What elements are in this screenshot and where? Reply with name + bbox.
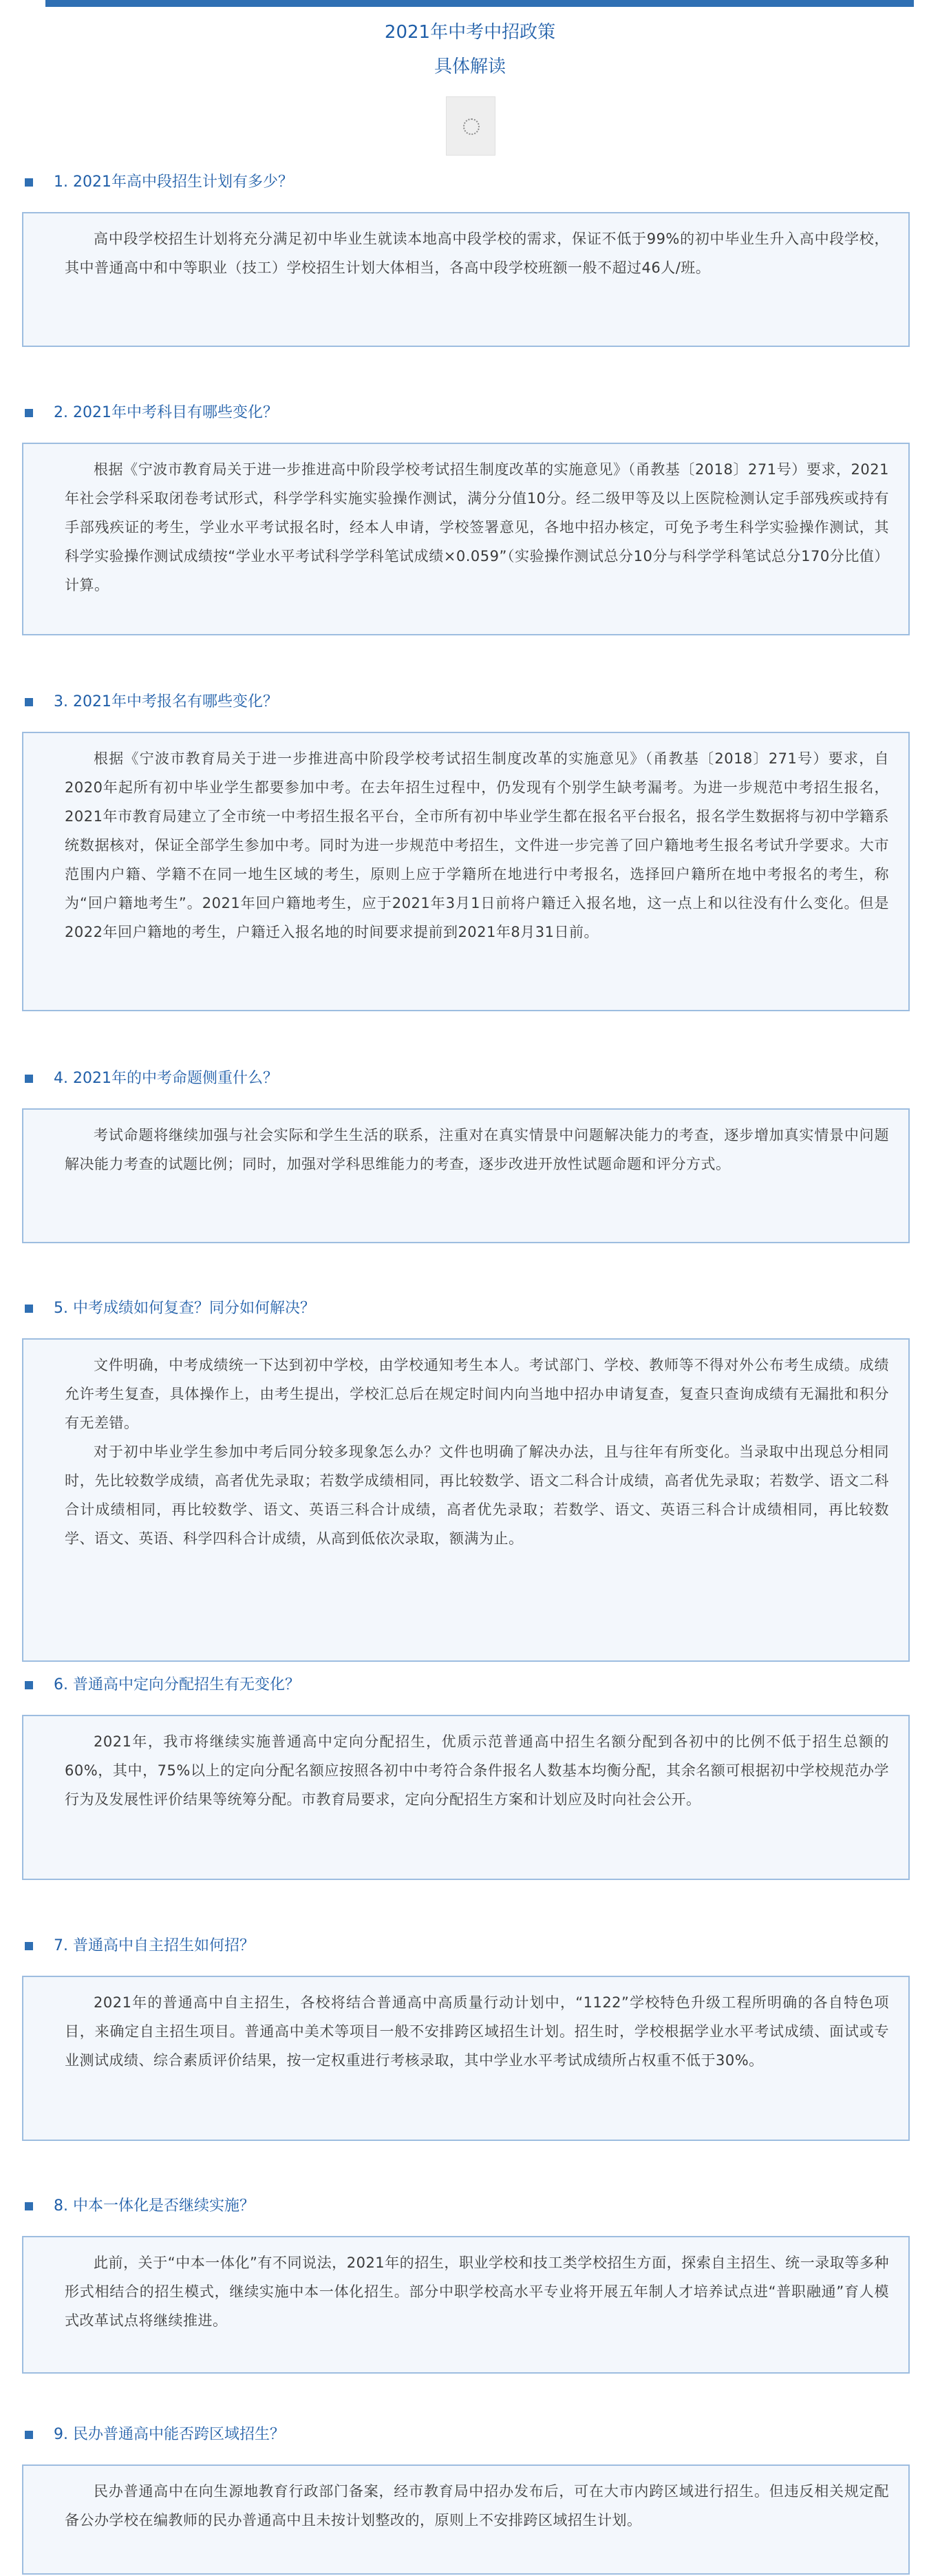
section-heading	[25, 1297, 315, 1320]
bullet-square-icon	[25, 2431, 33, 2439]
section-content-box	[22, 2236, 910, 2374]
paragraph: 2021年，我市将继续实施普通高中定向分配招生，优质示范普通高中招生名额分配到各初中的比例不低于招生总额的60%，其中，75%以上的定向分配名额应按照各初中中考符合条件报名人数基本均衡分配，其余名额可根据初中学校规范办学行为及发展性评价结果等统筹分配。市教育局要求，定向分配招生方案和计划应及时向社会公开。	[65, 1733, 889, 1808]
paragraph: 根据《宁波市教育局关于进一步推进高中阶段学校考试招生制度改革的实施意见》（甬教基〔2018〕271号）要求，自2020年起所有初中毕业学生都要参加中考。在去年招生过程中，仍发现有个别学生缺考漏考。为进一步规范中考招生报名，2021年市教育局建立了全市统一中考招生报名平台，全市所有初中毕业学生都在报名平台报名，报名学生数据将与初中学籍系统数据核对，保证全部学生参加中考。同时为进一步规范中考招生，文件进一步完善了回户籍地考生报名考试升学要求。大市范围内户籍、学籍不在同一地生区域的考生，原则上应于学籍所在地进行中考报名，选择回户籍所在地中考报名的考生，称为“回户籍地考生”。2021年回户籍地考生，应于2021年3月1日前将户籍迁入报名地，这一点上和以往没有什么变化。但是2022年回户籍地的考生，户籍迁入报名地的时间要求提前到2021年8月31日前。	[65, 750, 889, 940]
page-subtitle: 具体解读	[434, 56, 506, 77]
bullet-square-icon	[25, 2202, 33, 2210]
section-title: 1. 2021年高中段招生计划有多少？	[54, 173, 293, 191]
top-accent-bar	[45, 0, 914, 7]
section-content-box	[22, 1976, 910, 2141]
section-title: 7. 普通高中自主招生如何招？	[54, 1937, 255, 1954]
section-title: 5. 中考成绩如何复查？同分如何解决？	[54, 1300, 315, 1317]
section-heading	[25, 1674, 300, 1697]
paragraph: 2021年的普通高中自主招生，各校将结合普通高中高质量行动计划中，“1122”学校特色升级工程所明确的各自特色项目，来确定自主招生项目。普通高中美术等项目一般不安排跨区域招生计划。招生时，学校根据学业水平考试成绩、面试或专业测试成绩、综合素质评价结果，按一定权重进行考核录取，其中学业水平考试成绩所占权重不低于30%。	[65, 1994, 889, 2069]
section-title: 2. 2021年中考科目有哪些变化？	[54, 404, 278, 421]
section-heading	[25, 171, 293, 194]
section-heading	[25, 2423, 285, 2447]
bullet-square-icon	[25, 698, 33, 706]
paragraph: 此前，关于“中本一体化”有不同说法，2021年的招生，职业学校和技工类学校招生方面，探索自主招生、统一录取等多种形式相结合的招生模式，继续实施中本一体化招生。部分中职学校高水平专业将开展五年制人才培养试点进“普职融通”育人模式改革试点将继续推进。	[65, 2255, 889, 2329]
paragraph: 高中段学校招生计划将充分满足初中毕业生就读本地高中段学校的需求，保证不低于99%的初中毕业生升入高中段学校，其中普通高中和中等职业（技工）学校招生计划大体相当，各高中段学校班额一般不超过46人/班。	[65, 231, 889, 276]
paragraph: 民办普通高中在向生源地教育行政部门备案，经市教育局中招办发布后，可在大市内跨区域进行招生。但违反相关规定配备公办学校在编教师的民办普通高中且未按计划整改的，原则上不安排跨区域招生计划。	[65, 2483, 889, 2529]
section-content-box	[22, 443, 910, 635]
section-content-box	[22, 732, 910, 1011]
section-content-box	[22, 1108, 910, 1243]
bullet-square-icon	[25, 1942, 33, 1950]
bullet-square-icon	[25, 1305, 33, 1313]
bullet-square-icon	[25, 1681, 33, 1689]
bullet-square-icon	[25, 1075, 33, 1083]
section-content-box	[22, 2464, 910, 2575]
paragraph: 文件明确，中考成绩统一下达到初中学校，由学校通知考生本人。考试部门、学校、教师等不得对外公布考生成绩。成绩允许考生复查，具体操作上，由考生提出，学校汇总后在规定时间内向当地中招办申请复查，复查只查询成绩有无漏批和积分有无差错。	[65, 1357, 889, 1431]
section-content-box	[22, 212, 910, 347]
loading-spinner-icon	[463, 118, 480, 135]
paragraph: 考试命题将继续加强与社会实际和学生生活的联系，注重对在真实情景中问题解决能力的考查，逐步增加真实情景中问题解决能力考查的试题比例；同时，加强对学科思维能力的考查，逐步改进开放性试题命题和评分方式。	[65, 1127, 889, 1172]
section-heading	[25, 690, 278, 714]
section-heading	[25, 2195, 255, 2218]
page-title: 2021年中考中招政策	[384, 22, 556, 43]
paragraph: 根据《宁波市教育局关于进一步推进高中阶段学校考试招生制度改革的实施意见》（甬教基〔2018〕271号）要求，2021年社会学科采取闭卷考试形式，科学学科实施实验操作测试，满分分值10分。经二级甲等及以上医院检测认定手部残疾或持有手部残疾证的考生，学业水平考试报名时，经本人申请，学校签署意见，各地中招办核定，可免予考生科学实验操作测试，其科学实验操作测试成绩按“学业水平考试科学学科笔试成绩×0.059”（实验操作测试总分10分与科学学科笔试总分170分比值）计算。	[65, 461, 889, 593]
section-heading	[25, 1067, 278, 1090]
bullet-square-icon	[25, 409, 33, 417]
bullet-square-icon	[25, 178, 33, 187]
section-heading	[25, 401, 278, 425]
image-placeholder[interactable]	[446, 96, 495, 156]
section-title: 6. 普通高中定向分配招生有无变化？	[54, 1676, 300, 1693]
section-title: 9. 民办普通高中能否跨区域招生？	[54, 2426, 285, 2443]
paragraph: 对于初中毕业学生参加中考后同分较多现象怎么办？文件也明确了解决办法，且与往年有所变化。当录取中出现总分相同时，先比较数学成绩，高者优先录取；若数学成绩相同，再比较数学、语文二科合计成绩，高者优先录取；若数学、语文二科合计成绩相同，再比较数学、语文、英语三科合计成绩，高者优先录取；若数学、语文、英语三科合计成绩相同，再比较数学、语文、英语、科学四科合计成绩，从高到低依次录取，额满为止。	[65, 1444, 889, 1547]
section-title: 4. 2021年的中考命题侧重什么？	[54, 1070, 278, 1087]
section-content-box	[22, 1715, 910, 1880]
section-title: 8. 中本一体化是否继续实施？	[54, 2197, 255, 2215]
section-content-box	[22, 1338, 910, 1662]
section-heading	[25, 1934, 255, 1958]
section-title: 3. 2021年中考报名有哪些变化？	[54, 693, 278, 710]
